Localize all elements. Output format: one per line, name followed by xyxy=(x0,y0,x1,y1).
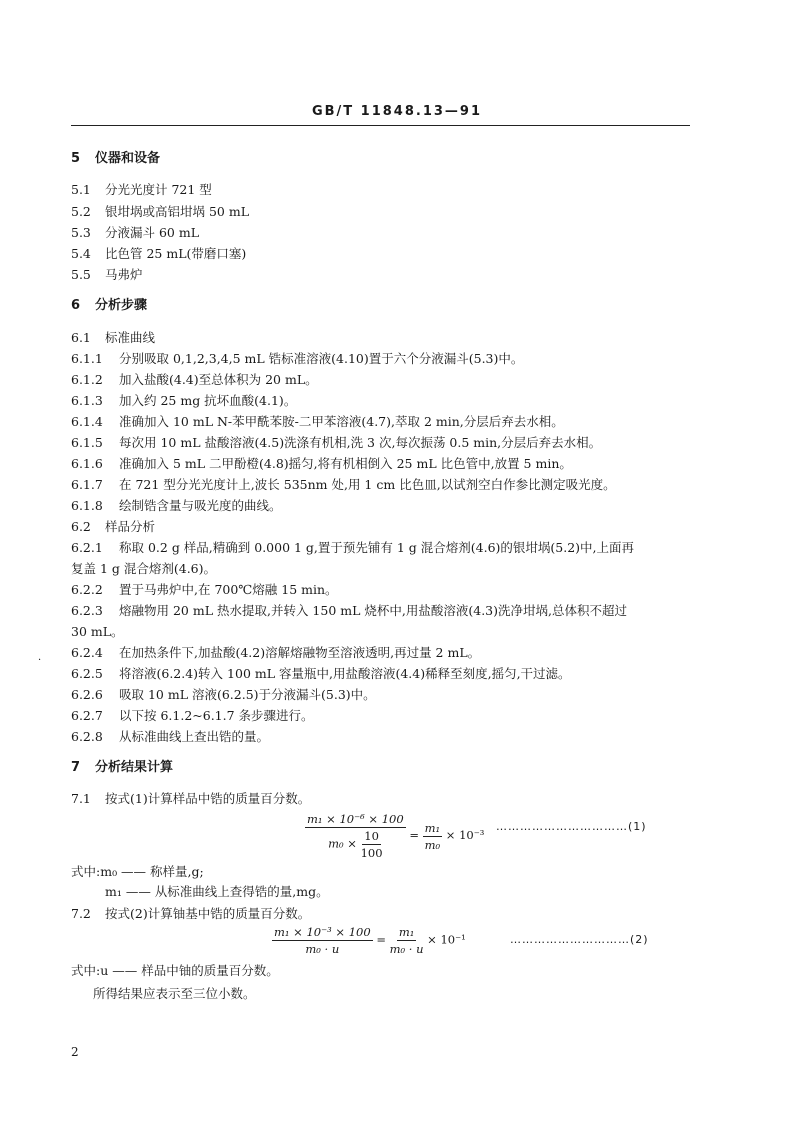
clause-text: 按式(2)计算铀基中锆的质量百分数。 xyxy=(105,906,311,921)
clause-6-1-2 xyxy=(71,372,318,388)
equation-1 xyxy=(305,812,484,860)
equation-2-rhs-factor: × 10⁻¹ xyxy=(427,932,466,947)
equals-sign: = xyxy=(376,932,390,947)
header-rule xyxy=(71,125,690,126)
clause-text: 比色管 25 mL(带磨口塞) xyxy=(105,246,247,261)
where-block-1-m1: m₁ —— 从标准曲线上查得锆的量,mg。 xyxy=(105,884,329,899)
clause-5-2 xyxy=(71,204,249,220)
clause-6-2-5 xyxy=(71,666,571,682)
equation-1-rhs-numerator: m₁ xyxy=(424,820,441,835)
equation-2 xyxy=(272,925,466,956)
section-5-heading xyxy=(71,151,160,167)
section-title: 仪器和设备 xyxy=(95,151,161,166)
section-7-heading xyxy=(71,760,173,776)
clause-6-2-3 xyxy=(71,603,627,619)
equation-1-lhs-numerator: m₁ × 10⁻⁶ × 100 xyxy=(307,812,404,826)
clause-text: 银坩埚或高铝坩埚 50 mL xyxy=(105,204,250,219)
clause-text: 将溶液(6.2.4)转入 100 mL 容量瓶中,用盐酸溶液(4.4)稀释至刻度,摇匀,干过滤。 xyxy=(119,666,571,681)
clause-number: 5.1 xyxy=(71,182,91,197)
section-number: 5 xyxy=(71,151,81,166)
clause-text: 加入约 25 mg 抗坏血酸(4.1)。 xyxy=(119,393,297,408)
where-block-2-u xyxy=(71,963,279,979)
where-lead: 式中: xyxy=(71,963,101,978)
clause-text: 准确加入 5 mL 二甲酚橙(4.8)摇匀,将有机相倒入 25 mL 比色管中,放置 5 min。 xyxy=(119,456,572,471)
page-header: GB/T 11848.13—91 xyxy=(311,104,483,119)
clause-text: 准确加入 10 mL N-苯甲酰苯胺-二甲苯溶液(4.7),萃取 2 min,分层后弃去水相。 xyxy=(119,414,564,429)
clause-5-1 xyxy=(71,182,212,198)
equation-2-lhs-denominator: m₀ · u xyxy=(305,942,340,956)
clause-text: 以下按 6.1.2~6.1.7 条步骤进行。 xyxy=(119,708,314,723)
section-title: 分析步骤 xyxy=(95,298,148,313)
section-6-heading xyxy=(71,298,147,314)
clause-6-2-7 xyxy=(71,708,314,724)
page-number: 2 xyxy=(71,1045,79,1059)
clause-5-3 xyxy=(71,225,199,241)
clause-number: 6.1.5 xyxy=(71,435,103,450)
clause-text: 加入盐酸(4.4)至总体积为 20 mL。 xyxy=(119,372,318,387)
clause-text: 在加热条件下,加盐酸(4.2)溶解熔融物至溶液透明,再过量 2 mL。 xyxy=(119,645,481,660)
clause-number: 7.2 xyxy=(71,906,91,921)
clause-text: 熔融物用 20 mL 热水提取,并转入 150 mL 烧杯中,用盐酸溶液(4.3)洗净坩埚,总体积不超过 xyxy=(119,603,627,618)
final-note: 所得结果应表示至三位小数。 xyxy=(93,986,256,1001)
clause-number: 6.2.1 xyxy=(71,540,103,555)
equation-1-label: (1) xyxy=(628,820,647,833)
equation-2-lhs-numerator: m₁ × 10⁻³ × 100 xyxy=(274,925,371,939)
clause-number: 6.2.6 xyxy=(71,687,103,702)
clause-number: 6.2.5 xyxy=(71,666,103,681)
clause-number: 6.1.1 xyxy=(71,351,103,366)
clause-number: 6.2.8 xyxy=(71,729,103,744)
clause-7-1 xyxy=(71,791,310,807)
equation-1-rhs-factor: × 10⁻³ xyxy=(445,828,485,842)
clause-number: 6.1.2 xyxy=(71,372,103,387)
clause-6-1-4 xyxy=(71,414,564,430)
clause-number: 6.2.3 xyxy=(71,603,103,618)
clause-number: 6.1.4 xyxy=(71,414,103,429)
equation-2-lhs xyxy=(272,925,373,956)
clause-6-1-5 xyxy=(71,435,601,451)
inner-fraction-denominator: 100 xyxy=(360,846,383,860)
clause-6-1 xyxy=(71,330,155,346)
where-m0: m₀ —— 称样量,g; xyxy=(100,864,204,879)
clause-text: 分别吸取 0,1,2,3,4,5 mL 锆标准溶液(4.10)置于六个分液漏斗(5.3)中。 xyxy=(119,351,524,366)
clause-text: 标准曲线 xyxy=(105,330,156,345)
equation-1-inner-fraction xyxy=(361,829,383,860)
equation-1-leader: ……………………………(1) xyxy=(496,820,647,833)
clause-number: 6.2.4 xyxy=(71,645,103,660)
clause-text: 样品分析 xyxy=(105,519,156,534)
clause-text: 每次用 10 mL 盐酸溶液(4.5)洗涤有机相,洗 3 次,每次振荡 0.5 min,分层后弃去水相。 xyxy=(119,435,602,450)
clause-text: 称取 0.2 g 样品,精确到 0.000 1 g,置于预先铺有 1 g 混合熔剂(4.6)的银坩埚(5.2)中,上面再 xyxy=(119,540,635,555)
clause-5-5 xyxy=(71,267,143,283)
equation-2-rhs-denominator: m₀ · u xyxy=(389,942,424,956)
where-block-1-m0 xyxy=(71,864,204,880)
equation-2-rhs xyxy=(390,925,424,956)
equation-1-denominator-factor: m₀ × xyxy=(328,836,357,851)
clause-6-1-6 xyxy=(71,456,572,472)
clause-number: 6.1.8 xyxy=(71,498,103,513)
clause-6-2-6 xyxy=(71,687,376,703)
section-number: 6 xyxy=(71,298,81,313)
equation-2-rhs-numerator: m₁ xyxy=(398,925,415,939)
equation-1-rhs-denominator: m₀ xyxy=(424,837,441,852)
clause-number: 6.1.7 xyxy=(71,477,103,492)
clause-number: 6.2.2 xyxy=(71,582,103,597)
clause-number: 5.5 xyxy=(71,267,91,282)
scan-speck: · xyxy=(38,655,42,666)
clause-text: 马弗炉 xyxy=(105,267,143,282)
clause-number: 6.1.3 xyxy=(71,393,103,408)
clause-6-1-7 xyxy=(71,477,616,493)
equation-2-label: (2) xyxy=(630,933,649,946)
clause-text: 绘制锆含量与吸光度的曲线。 xyxy=(119,498,282,513)
equation-1-rhs xyxy=(423,821,443,852)
where-lead: 式中: xyxy=(71,864,101,879)
clause-number: 5.3 xyxy=(71,225,91,240)
section-title: 分析结果计算 xyxy=(95,760,174,775)
clause-5-4 xyxy=(71,246,246,262)
clause-6-1-3 xyxy=(71,393,296,409)
clause-text: 置于马弗炉中,在 700℃熔融 15 min。 xyxy=(119,582,338,597)
clause-6-2-8 xyxy=(71,729,269,745)
clause-number: 6.1 xyxy=(71,330,91,345)
equation-1-lhs xyxy=(305,812,406,860)
clause-number: 6.1.6 xyxy=(71,456,103,471)
clause-number: 5.4 xyxy=(71,246,91,261)
equation-1-lhs-denominator xyxy=(328,828,382,860)
clause-6-2-2 xyxy=(71,582,338,598)
clause-6-2-4 xyxy=(71,645,480,661)
clause-text: 分液漏斗 60 mL xyxy=(105,225,200,240)
clause-6-2-1-continuation: 复盖 1 g 混合熔剂(4.6)。 xyxy=(71,561,217,576)
clause-7-2 xyxy=(71,906,310,922)
clause-text: 按式(1)计算样品中锆的质量百分数。 xyxy=(105,791,311,806)
clause-number: 7.1 xyxy=(71,791,91,806)
clause-6-1-1 xyxy=(71,351,523,367)
clause-6-2-3-continuation: 30 mL。 xyxy=(71,624,124,639)
clause-6-1-8 xyxy=(71,498,282,514)
clause-number: 6.2.7 xyxy=(71,708,103,723)
where-u: u —— 样品中铀的质量百分数。 xyxy=(100,963,279,978)
equation-2-leader: …………………………(2) xyxy=(510,933,649,946)
clause-text: 吸取 10 mL 溶液(6.2.5)于分液漏斗(5.3)中。 xyxy=(119,687,376,702)
clause-6-2-1 xyxy=(71,540,634,556)
equals-sign: = xyxy=(409,828,423,842)
inner-fraction-numerator: 10 xyxy=(364,829,379,843)
clause-text: 在 721 型分光光度计上,波长 535nm 处,用 1 cm 比色皿,以试剂空白作参比测定吸光度。 xyxy=(119,477,616,492)
clause-number: 6.2 xyxy=(71,519,91,534)
clause-6-2 xyxy=(71,519,155,535)
clause-number: 5.2 xyxy=(71,204,91,219)
clause-text: 从标准曲线上查出锆的量。 xyxy=(119,729,270,744)
section-number: 7 xyxy=(71,760,81,775)
clause-text: 分光光度计 721 型 xyxy=(105,182,212,197)
